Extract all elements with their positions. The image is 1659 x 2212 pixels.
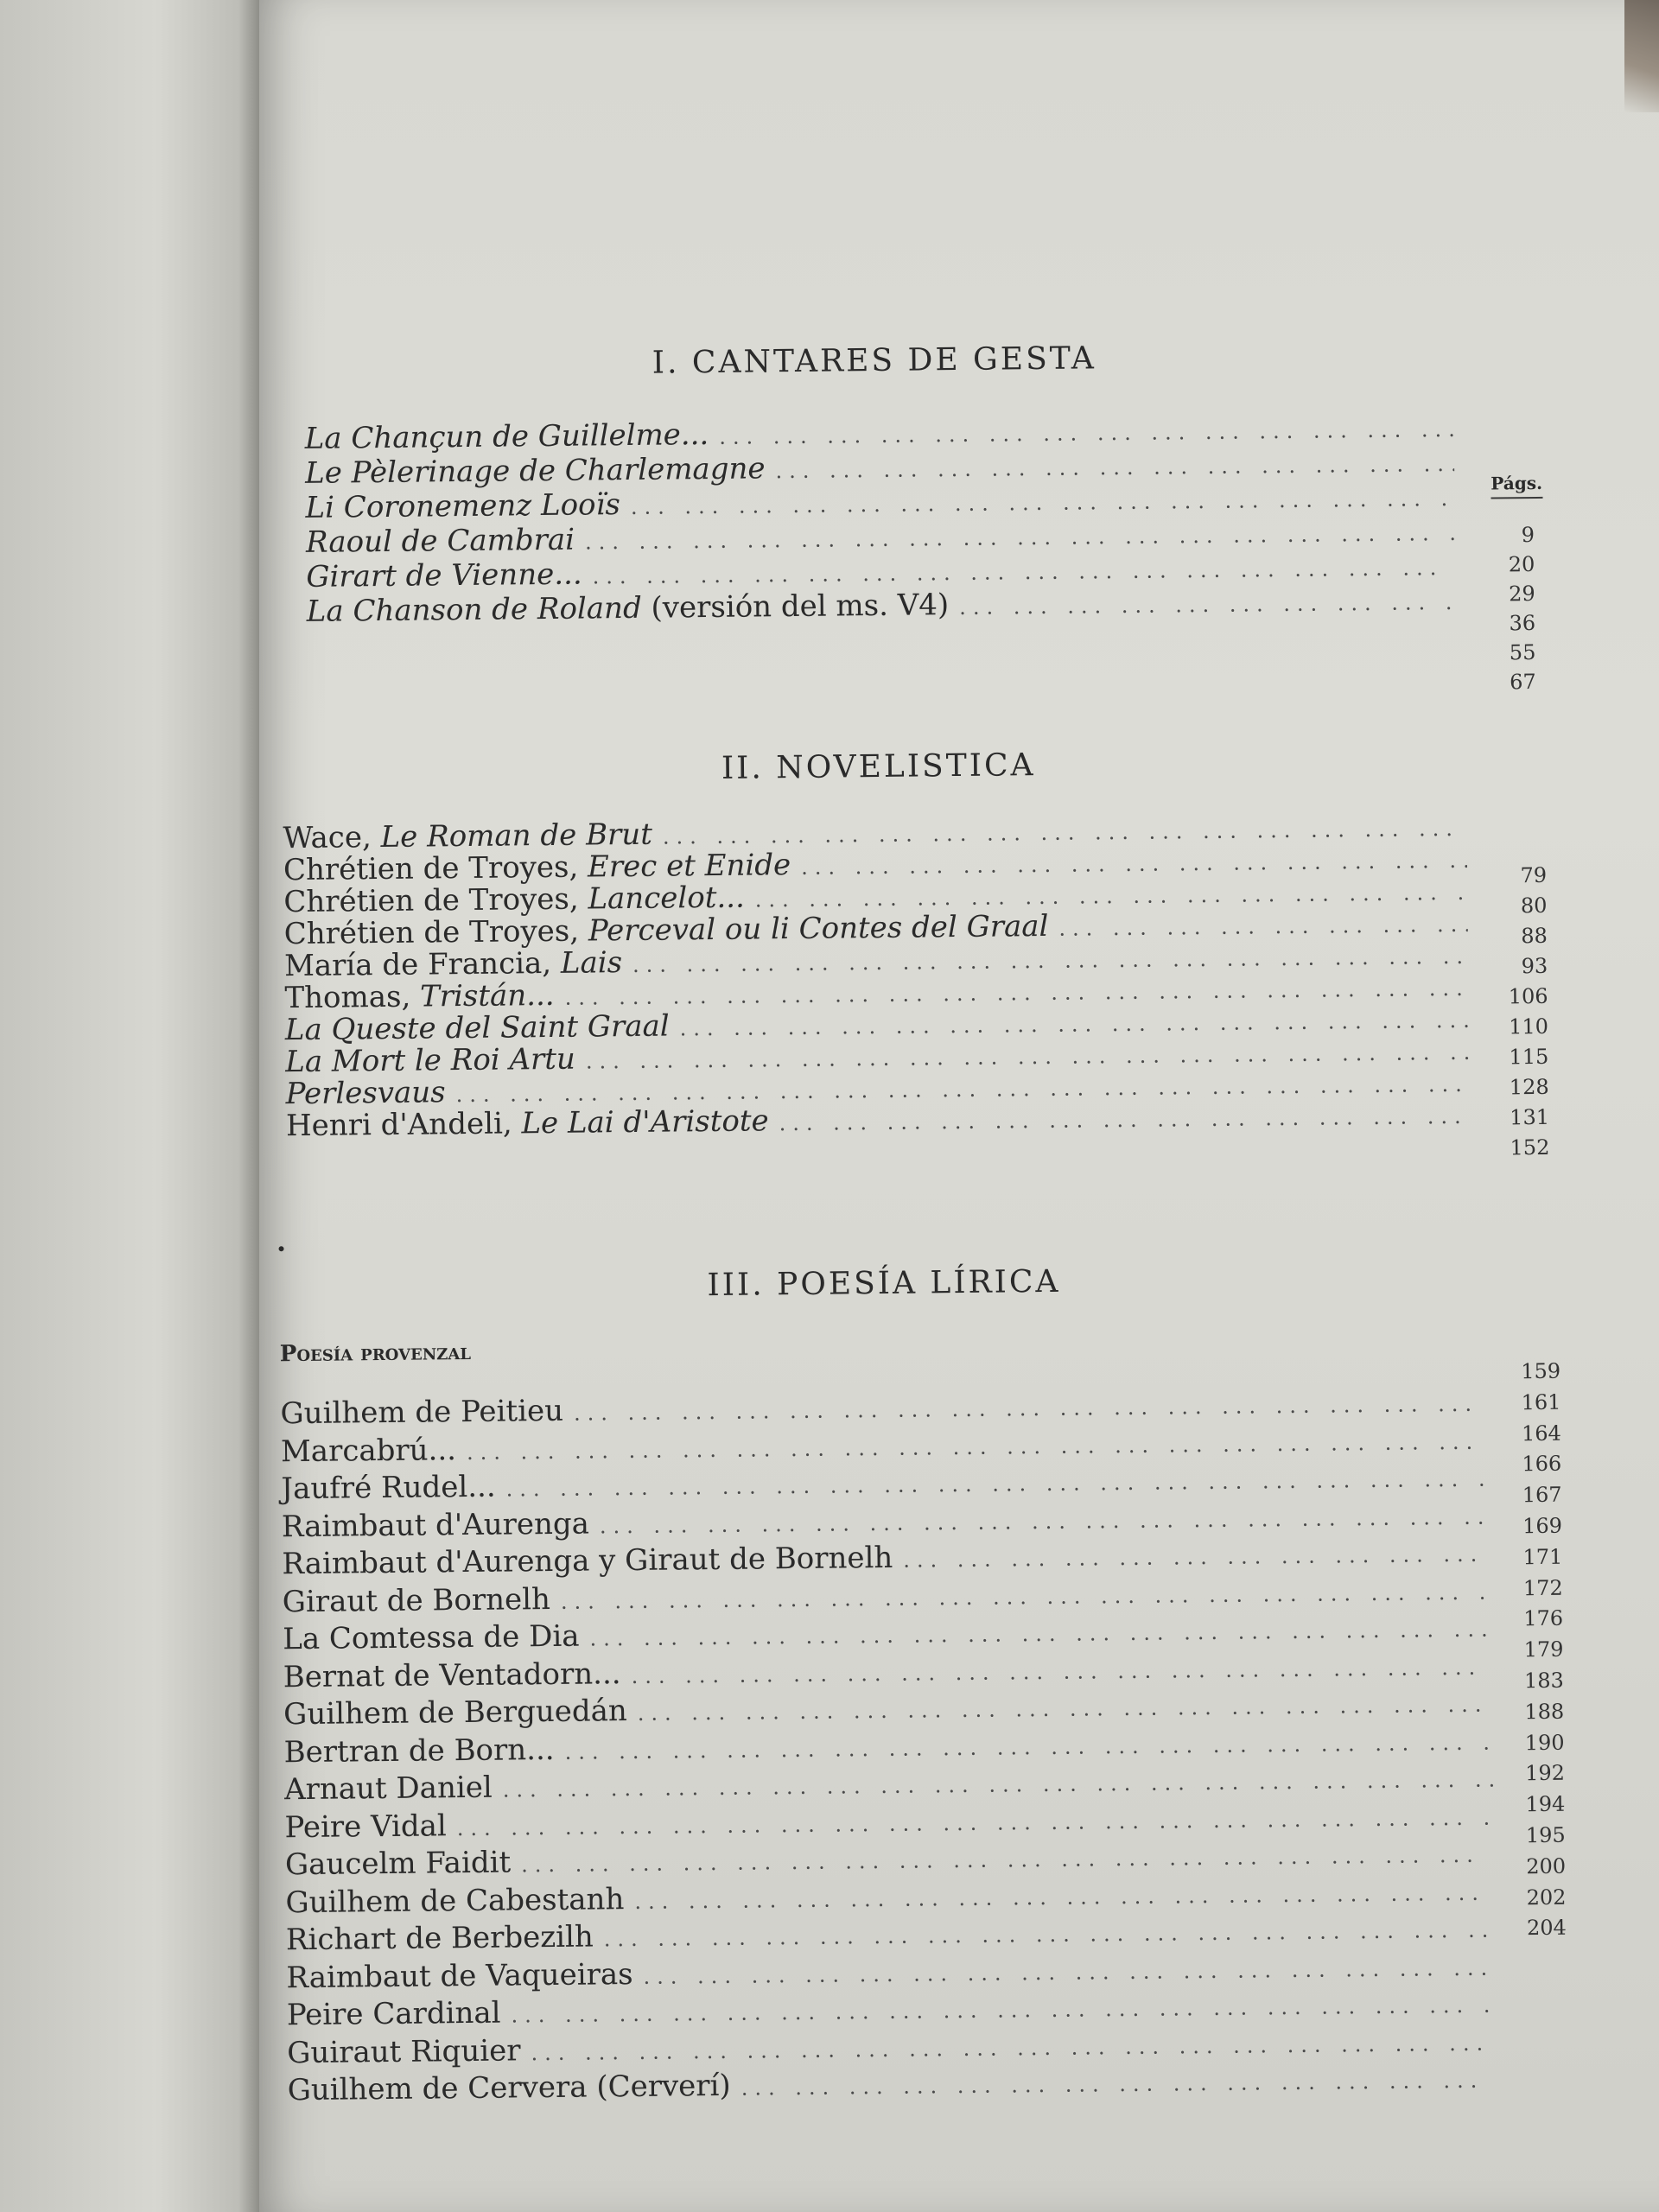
- entry-author: Guilhem de Berguedán: [283, 1694, 628, 1732]
- entry-author: Bernat de Ventadorn...: [283, 1656, 621, 1694]
- toc-entry-title: [286, 1103, 769, 1143]
- toc-entry-title: [306, 523, 575, 560]
- page-number: 9: [1521, 523, 1535, 548]
- entry-work-title: Lancelot...: [588, 880, 746, 917]
- page-number: 29: [1508, 582, 1535, 607]
- toc-entry-title: [286, 1957, 633, 1995]
- entry-author: Richart de Berbezilh: [285, 1919, 594, 1958]
- toc-entry-title: [285, 1075, 445, 1111]
- section-title-cantares-de-gesta: I. CANTARES DE GESTA: [652, 340, 1097, 381]
- entry-work-title: La Chançun de Guillelme...: [304, 417, 709, 456]
- page-number: 128: [1509, 1074, 1549, 1100]
- toc-entry-title: [287, 2033, 521, 2070]
- page-number: 106: [1508, 983, 1548, 1009]
- toc-entry-title: [283, 1732, 554, 1769]
- entry-author: Chrétien de Troyes,: [283, 849, 588, 888]
- page-number: 172: [1522, 1575, 1563, 1600]
- entry-work-title: La Queste del Saint Graal: [284, 1008, 670, 1048]
- toc-entry-title: [305, 417, 709, 456]
- table-of-contents: [265, 0, 1602, 2212]
- ink-speck: [279, 1246, 284, 1251]
- page-number: 166: [1522, 1452, 1562, 1477]
- entry-author: Peire Cardinal: [286, 1995, 501, 2033]
- section-title-poesia-lirica: III. POESÍA LÍRICA: [707, 1263, 1061, 1304]
- entry-author: Henri d'Andeli,: [285, 1106, 522, 1144]
- toc-entry-title: [282, 1541, 893, 1581]
- entry-work-title: Erec et Enide: [587, 848, 791, 885]
- entry-author: Bertran de Born...: [283, 1732, 555, 1770]
- toc-entry-title: [283, 1656, 621, 1694]
- entry-author: Raimbaut d'Aurenga y Giraut de Bornelh: [282, 1540, 893, 1582]
- entry-author: Jaufré Rudel...: [281, 1469, 496, 1507]
- subheading-poesia-provenzal: Poesía provenzal: [279, 1338, 472, 1368]
- page-number: 192: [1525, 1761, 1566, 1786]
- entry-work-title: Le Roman de Brut: [380, 817, 653, 855]
- page-number: 115: [1509, 1044, 1549, 1070]
- page-number: 79: [1520, 862, 1548, 888]
- toc-entry-title: [282, 1506, 589, 1544]
- page-number: 204: [1526, 1916, 1567, 1941]
- page-number: 164: [1521, 1421, 1561, 1446]
- page-number: 159: [1521, 1358, 1561, 1384]
- toc-entry-title: [281, 1433, 456, 1469]
- toc-entry-title: [288, 2069, 731, 2107]
- dot-leader: [893, 1537, 1491, 1578]
- entry-author: Marcabrú...: [280, 1432, 457, 1469]
- entry-author: Raimbaut d'Aurenga: [281, 1506, 590, 1544]
- page-number: 88: [1521, 923, 1548, 949]
- entry-author: María de Francia,: [283, 945, 562, 984]
- page-number: 152: [1510, 1135, 1550, 1160]
- entry-author: Chrétien de Troyes,: [283, 913, 589, 952]
- entry-author: Gaucelm Faidit: [284, 1845, 512, 1883]
- page-number: 195: [1525, 1822, 1566, 1848]
- page-number: 131: [1510, 1104, 1550, 1130]
- pages-column-header: Págs.: [1491, 473, 1542, 499]
- page-number: 202: [1526, 1885, 1567, 1910]
- page-number: 80: [1520, 893, 1548, 918]
- page-number: 190: [1524, 1730, 1565, 1755]
- toc-entry-title: [284, 1808, 447, 1845]
- page-number: 194: [1525, 1791, 1566, 1817]
- toc-entry-title: [283, 1582, 551, 1619]
- page-number: 55: [1509, 639, 1536, 665]
- section-title-novelistica: II. NOVELISTICA: [721, 747, 1036, 786]
- entry-work-title: Le Pèlerinage de Charlemagne: [304, 451, 766, 491]
- toc-entry-title: [305, 451, 766, 491]
- entry-author: Raimbaut de Vaqueiras: [286, 1956, 633, 1995]
- entry-author: Chrétien de Troyes,: [283, 881, 588, 920]
- entry-author: Guiraut Riquier: [287, 2032, 521, 2070]
- toc-entry-title: [280, 1394, 563, 1431]
- toc-entry-title: [285, 1882, 624, 1920]
- dot-leader: [731, 2063, 1497, 2106]
- toc-entry-title: [281, 1470, 496, 1507]
- page-number: 161: [1521, 1389, 1561, 1415]
- page-number: 171: [1522, 1544, 1563, 1570]
- entry-work-title: La Chanson de Roland: [306, 590, 642, 629]
- page-number: 169: [1522, 1513, 1563, 1539]
- entry-work-title: La Mort le Roi Artu: [285, 1041, 576, 1080]
- dot-leader: [768, 1099, 1470, 1141]
- entry-work-title: Perlesvaus: [285, 1075, 446, 1112]
- toc-entry-title: [287, 1996, 501, 2033]
- entry-work-title: Raoul de Cambrai: [305, 522, 575, 560]
- page-number: 188: [1524, 1699, 1565, 1724]
- dot-leader: [949, 585, 1456, 625]
- entry-work-title: Perceval ou li Contes del Graal: [588, 908, 1049, 949]
- entry-author: Giraut de Bornelh: [282, 1581, 551, 1619]
- page-number: 167: [1522, 1482, 1562, 1508]
- page-number: 93: [1521, 953, 1548, 979]
- left-page: [0, 0, 259, 2212]
- entry-author: Guilhem de Cabestanh: [285, 1881, 625, 1920]
- page-number: 110: [1508, 1014, 1549, 1039]
- page-corner-shadow: [1624, 0, 1659, 112]
- entry-work-title: Tristán...: [419, 977, 555, 1014]
- entry-note: (versión del ms. V4): [641, 588, 950, 626]
- toc-entry-title: [283, 1619, 580, 1657]
- page-number: 200: [1526, 1853, 1567, 1878]
- toc-entry-title: [305, 487, 620, 525]
- page-number: 179: [1523, 1637, 1564, 1662]
- entry-author: La Comtessa de Dia: [283, 1618, 580, 1657]
- page-number: 36: [1509, 610, 1536, 636]
- toc-entry-title: [286, 1920, 594, 1958]
- page-number: 176: [1523, 1606, 1564, 1631]
- toc-entry-title: [306, 557, 582, 594]
- page-number: 183: [1523, 1668, 1564, 1694]
- toc-entry-title: [307, 588, 950, 629]
- entry-author: Guilhem de Peitieu: [280, 1393, 564, 1432]
- entry-work-title: Li Coronemenz Looïs: [305, 487, 621, 525]
- toc-entry-title: [284, 1770, 493, 1808]
- entry-work-title: Girart de Vienne...: [306, 556, 582, 594]
- entry-author: Thomas,: [284, 979, 421, 1016]
- toc-entry-title: [283, 1694, 627, 1732]
- entry-work-title: Le Lai d'Aristote: [521, 1103, 769, 1141]
- page-number: 20: [1508, 552, 1535, 577]
- entry-author: Guilhem de Cervera (Cerverí): [287, 2068, 731, 2108]
- entry-author: Wace,: [283, 820, 381, 856]
- entry-author: Arnaut Daniel: [283, 1770, 493, 1808]
- toc-entry-title: [285, 1845, 512, 1882]
- page-number: 67: [1510, 669, 1536, 695]
- entry-work-title: Lais: [560, 945, 623, 981]
- entry-author: Peire Vidal: [284, 1808, 448, 1845]
